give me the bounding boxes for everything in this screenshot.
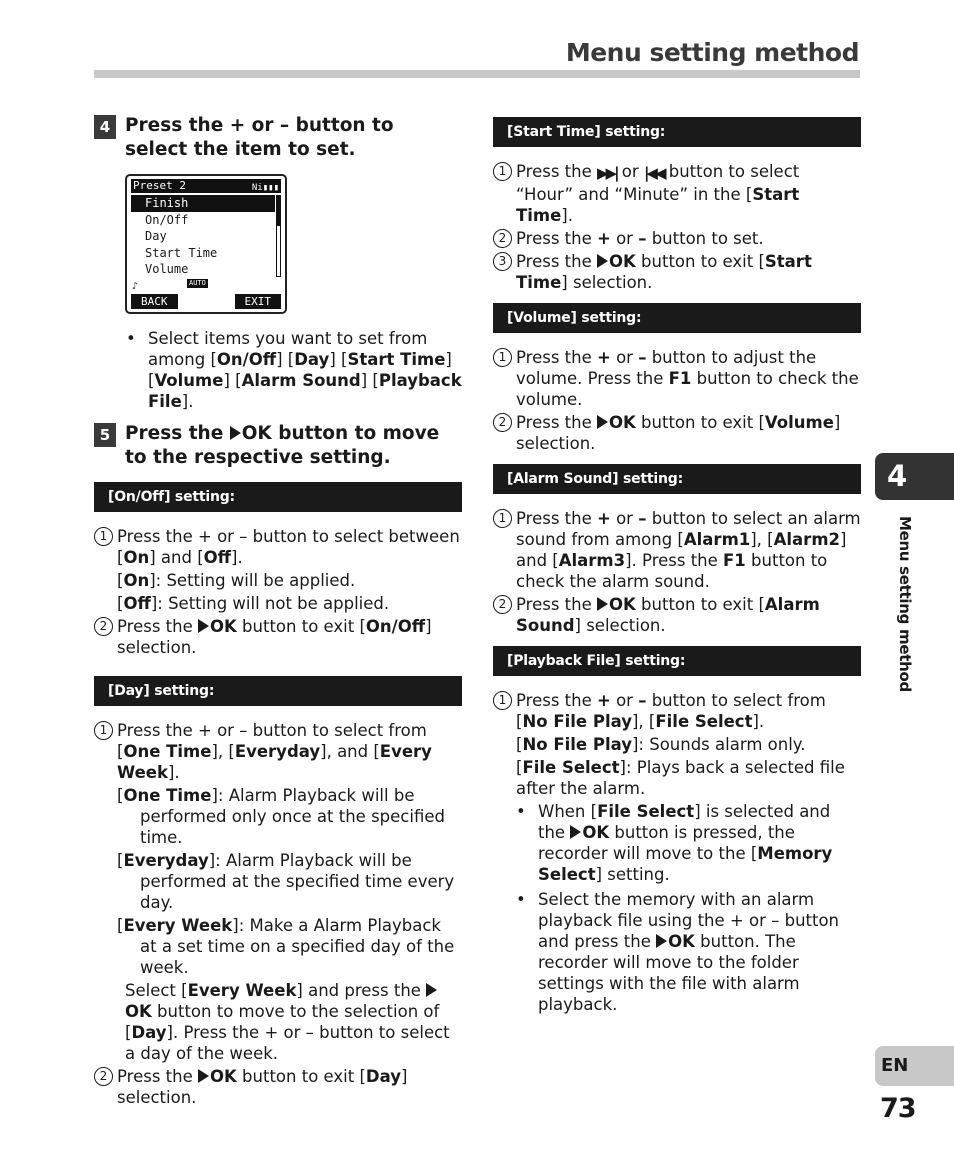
list-item: 1 Press the + or – button to select between [On] and [Off]. xyxy=(94,526,462,568)
auto-badge: AUTO xyxy=(189,279,206,287)
list-item: 1 Press the ▶▶| or |◀◀ button to select “Hour” and “Minute” in the [Start Time]. xyxy=(493,161,861,226)
item-number: 2 xyxy=(94,1067,113,1086)
item-number: 1 xyxy=(493,162,512,181)
list-item: 2 Press the OK button to exit [Day] selection. xyxy=(94,1066,462,1108)
recorder-lcd-screen xyxy=(125,174,287,314)
lcd-menu-item: Volume xyxy=(145,262,189,276)
every-week-description: [Every Week]: Make a Alarm Playback at a set time on a specified day of the week. xyxy=(117,916,455,977)
one-time-description: [One Time]: Alarm Playback will be performed only once at the specified time. xyxy=(117,786,445,847)
list-item: 2 Press the OK button to exit [Alarm Sound] selection. xyxy=(493,594,861,636)
step-5 xyxy=(94,422,462,470)
play-icon xyxy=(198,619,209,633)
lcd-menu-list xyxy=(131,195,275,278)
item-number: 1 xyxy=(94,527,113,546)
lcd-menu-item: On/Off xyxy=(145,212,189,227)
header-rule xyxy=(94,70,860,78)
play-icon xyxy=(597,597,608,611)
volume-heading: [Volume] setting: xyxy=(493,303,861,333)
start-time-heading: [Start Time] setting: xyxy=(493,117,861,147)
item-number: 3 xyxy=(493,252,512,271)
no-file-play-description: [No File Play]: Sounds alarm only. xyxy=(516,735,806,754)
play-icon xyxy=(597,415,608,429)
list-item: 2 Press the + or – button to set. xyxy=(493,228,861,249)
lcd-menu-item: Day xyxy=(145,229,167,243)
step-4 xyxy=(94,114,462,162)
item-number: 1 xyxy=(493,509,512,528)
back-softkey: BACK xyxy=(131,294,178,309)
step-number: 4 xyxy=(94,115,116,139)
lcd-scrollbar xyxy=(276,195,281,277)
play-icon xyxy=(230,426,241,440)
playback-file-bullets xyxy=(493,801,861,1015)
item-number: 2 xyxy=(493,413,512,432)
list-item: 3 Press the OK button to exit [Start Time] selection. xyxy=(493,251,861,293)
page-number: 73 xyxy=(880,1093,916,1124)
rewind-icon: |◀◀ xyxy=(643,164,664,182)
everyday-description: [Everyday]: Alarm Playback will be performed at the specified time every day. xyxy=(117,851,455,912)
lcd-menu-item: Finish xyxy=(131,195,275,212)
off-description: [Off]: Setting will not be applied. xyxy=(117,594,390,613)
right-column xyxy=(493,117,861,1025)
list-item: • Select items you want to set from among [On/Off] [Day] [Start Time] [Volume] [Alarm Sound] [Playback File]. xyxy=(126,328,462,412)
page-header-title: Menu setting method xyxy=(565,38,859,67)
step-text: Press the + or – button to select the item to set. xyxy=(125,115,394,160)
step-text: Press the OK button to move to the respective setting. xyxy=(125,423,440,468)
step4-bullets xyxy=(126,328,462,412)
language-tab: EN xyxy=(875,1046,954,1086)
lcd-title: Preset 2 xyxy=(133,179,186,192)
item-number: 2 xyxy=(94,617,113,636)
list-item: 1 Press the + or – button to select from [One Time], [Everyday], and [Every Week]. xyxy=(94,720,462,783)
item-number: 1 xyxy=(493,691,512,710)
list-item: 1 Press the + or – button to select from [No File Play], [File Select]. xyxy=(493,690,861,732)
file-select-description: [File Select]: Plays back a selected file after the alarm. xyxy=(516,758,845,798)
list-item: 2 Press the OK button to exit [Volume] selection. xyxy=(493,412,861,454)
item-number: 1 xyxy=(94,721,113,740)
play-icon xyxy=(198,1069,209,1083)
item-number: 2 xyxy=(493,595,512,614)
play-icon xyxy=(656,934,667,948)
exit-softkey: EXIT xyxy=(235,294,282,309)
play-icon xyxy=(570,825,581,839)
chapter-tab: 4 xyxy=(875,453,954,500)
list-item: 2 Press the OK button to exit [On/Off] selection. xyxy=(94,616,462,658)
play-icon xyxy=(597,254,608,268)
lcd-menu-item: Start Time xyxy=(145,245,218,260)
battery-icon: Ni▮▮▮ xyxy=(251,183,279,193)
item-number: 2 xyxy=(493,229,512,248)
on-description: [On]: Setting will be applied. xyxy=(117,571,356,590)
chapter-label: Menu setting method xyxy=(896,516,914,692)
item-number: 1 xyxy=(493,348,512,367)
left-column xyxy=(94,114,462,1110)
step-number: 5 xyxy=(94,423,116,447)
list-item: 1 Press the + or – button to adjust the volume. Press the F1 button to check the volume. xyxy=(493,347,861,410)
play-icon xyxy=(426,983,437,997)
alarm-sound-heading: [Alarm Sound] setting: xyxy=(493,464,861,494)
list-item: • When [File Select] is selected and the OK button is pressed, the recorder will move to the [Memory Select] setting. xyxy=(516,801,861,885)
day-heading: [Day] setting: xyxy=(94,676,462,706)
list-item: • Select the memory with an alarm playback file using the + or – button and press the OK button. The recorder will move to the folder settings with the file with alarm playback. xyxy=(516,889,861,1015)
fast-forward-icon: ▶▶| xyxy=(597,164,617,182)
battery-label: Ni xyxy=(251,183,263,193)
lcd-title-bar xyxy=(131,179,281,193)
playback-file-heading: [Playback File] setting: xyxy=(493,646,861,676)
microphone-icon: ♪ xyxy=(132,281,139,292)
lcd-softkeys xyxy=(131,294,281,309)
list-item: 1 Press the + or – button to select an alarm sound from among [Alarm1], [Alarm2] and [Alarm3]. Press the F1 button to check the alarm sound. xyxy=(493,508,861,592)
every-week-instruction: Select [Every Week] and press the OK button to move to the selection of [Day]. Press the + or – button to select a day of the week. xyxy=(125,981,450,1063)
on-off-heading: [On/Off] setting: xyxy=(94,482,462,512)
lcd-scroll-thumb xyxy=(277,196,280,226)
